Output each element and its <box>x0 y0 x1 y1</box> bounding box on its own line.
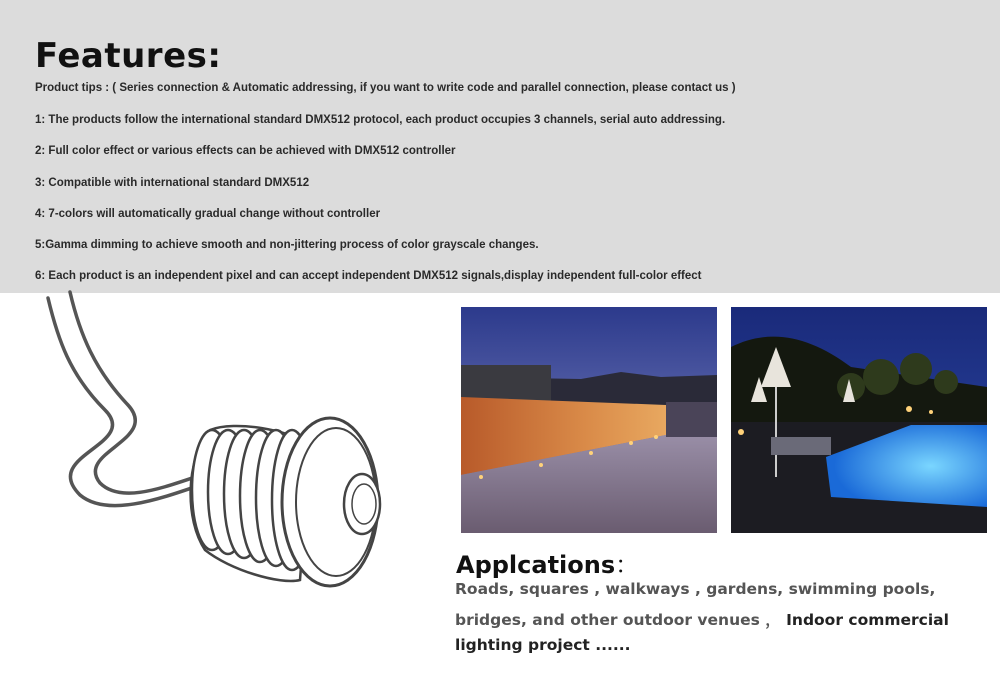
feature-item-3: 3: Compatible with international standard DMX512 <box>35 177 310 189</box>
product-tips: Product tips : ( Series connection & Automatic addressing, if you want to write code and parallel connection, please contact us ) <box>35 82 736 94</box>
light-fixture <box>191 418 380 586</box>
feature-item-1: 1: The products follow the international standard DMX512 protocol, each product occupies 3 channels, serial auto addressing. <box>35 114 726 126</box>
features-panel <box>0 0 1000 293</box>
applications-line-2 <box>455 608 949 630</box>
applications-line-2-outdoor: bridges, and other outdoor venues ， <box>455 611 787 629</box>
applications-line-2-indoor: Indoor commercial <box>786 611 949 629</box>
product-drawing <box>0 280 440 600</box>
applications-title <box>456 545 639 580</box>
applications-line-3: lighting project ...... <box>455 636 631 654</box>
feature-item-2: 2: Full color effect or various effects can be achieved with DMX512 controller <box>35 145 456 157</box>
features-title: Features: <box>35 36 222 76</box>
application-photo-pool <box>731 307 987 533</box>
applications-title-colon: ： <box>615 551 640 579</box>
feature-item-4: 4: 7-colors will automatically gradual change without controller <box>35 208 381 220</box>
application-photo-wall <box>461 307 717 533</box>
applications-line-1: Roads, squares , walkways , gardens, swimming pools, <box>455 580 936 598</box>
applications-title-text: Applcations <box>456 551 616 579</box>
feature-item-5: 5:Gamma dimming to achieve smooth and non-jittering process of color grayscale changes. <box>35 239 539 251</box>
feature-item-6: 6: Each product is an independent pixel and can accept independent DMX512 signals,display independent full-color effect <box>35 270 702 282</box>
